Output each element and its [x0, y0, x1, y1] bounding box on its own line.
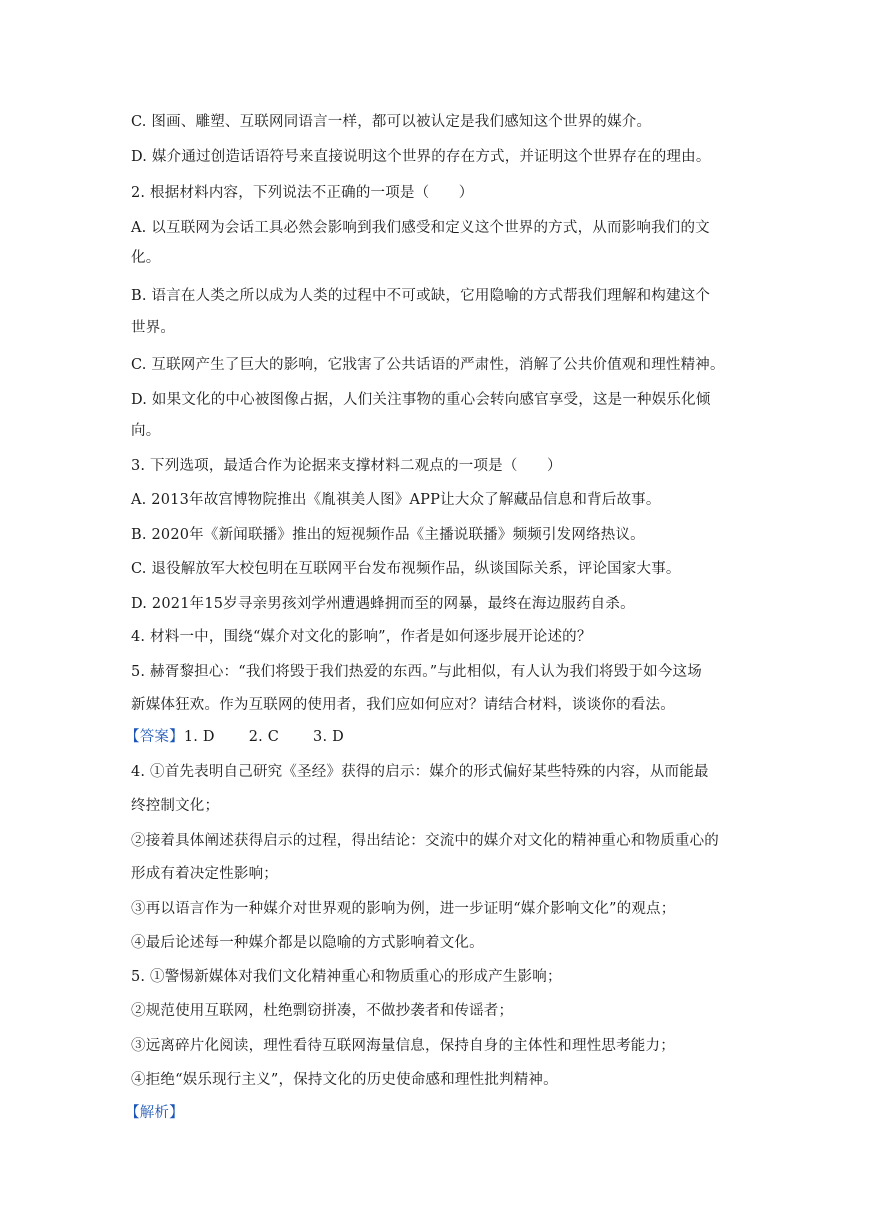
answer-summary [125, 727, 735, 747]
question-5-line2: 新媒体狂欢。作为互联网的使用者，我们应如何应对？请结合材料，谈谈你的看法。 [131, 697, 675, 713]
option-c-q3: C. 退役解放军大校包明在互联网平台发布视频作品，纵谈国际关系，评论国家大事。 [131, 561, 681, 577]
option-d-q2-line2: 向。 [131, 423, 161, 439]
option-a-q3: A. 2013年故宫博物院推出《胤祺美人图》APP让大众了解藏品信息和背后故事。 [131, 492, 661, 508]
answer-5-line1: 5. ①警惕新媒体对我们文化精神重心和物质重心的形成产生影响； [131, 969, 562, 985]
option-b-q3: B. 2020年《新闻联播》推出的短视频作品《主播说联播》频频引发网络热议。 [131, 527, 645, 543]
option-d-q1: D. 媒介通过创造话语符号来直接说明这个世界的存在方式，并证明这个世界存在的理由。 [131, 149, 711, 165]
answer-4-line3: ②接着具体阐述获得启示的过程，得出结论：交流中的媒介对文化的精神重心和物质重心的 [131, 833, 719, 849]
option-a-q2-line2: 化。 [131, 250, 161, 266]
answer-item-3: 3. D [313, 729, 344, 745]
option-d-q2-line1: D. 如果文化的中心被图像占据，人们关注事物的重心会转向感官享受，这是一种娱乐化倾 [131, 392, 711, 408]
option-b-q2-line2: 世界。 [131, 320, 176, 336]
answer-4-line6: ④最后论述每一种媒介都是以隐喻的方式影响着文化。 [131, 935, 484, 951]
answer-5-line3: ③远离碎片化阅读，理性看待互联网海量信息，保持自身的主体性和理性思考能力； [131, 1038, 675, 1054]
answer-label: 【答案】 [125, 729, 184, 745]
answer-item-1: 1. D [183, 729, 215, 745]
option-d-q3: D. 2021年15岁寻亲男孩刘学州遭遇蜂拥而至的网暴，最终在海边服药自杀。 [131, 596, 635, 612]
question-2: 2. 根据材料内容，下列说法不正确的一项是（ ） [131, 185, 474, 201]
answer-5-line2: ②规范使用互联网，杜绝剽窃拼凑，不做抄袭者和传谣者； [131, 1003, 514, 1019]
option-c-q2: C. 互联网产生了巨大的影响，它戕害了公共话语的严肃性，消解了公共价值观和理性精神。 [131, 357, 725, 373]
question-3: 3. 下列选项，最适合作为论据来支撑材料二观点的一项是（ ） [131, 458, 562, 474]
answer-4-line2: 终控制文化； [131, 798, 220, 814]
question-4: 4. 材料一中，围绕“媒介对文化的影响”，作者是如何逐步展开论述的？ [131, 629, 592, 645]
option-b-q2-line1: B. 语言在人类之所以成为人类的过程中不可或缺，它用隐喻的方式帮我们理解和构建这个 [131, 288, 711, 304]
answer-4-line5: ③再以语言作为一种媒介对世界观的影响为例，进一步证明“媒介影响文化”的观点； [131, 901, 676, 917]
answer-5-line4: ④拒绝“娱乐现行主义”，保持文化的历史使命感和理性批判精神。 [131, 1072, 558, 1088]
answer-4-line4: 形成有着决定性影响； [131, 866, 278, 882]
answer-4-line1: 4. ①首先表明自己研究《圣经》获得的启示：媒介的形式偏好某些特殊的内容，从而能最 [131, 764, 709, 780]
option-a-q2-line1: A. 以互联网为会话工具必然会影响到我们感受和定义这个世界的方式，从而影响我们的文 [131, 220, 710, 236]
question-5-line1: 5. 赫胥黎担心：“我们将毁于我们热爱的东西。”与此相似，有人认为我们将毁于如今这场 [131, 664, 702, 680]
option-c-q1: C. 图画、雕塑、互联网同语言一样，都可以被认定是我们感知这个世界的媒介。 [131, 114, 652, 130]
analysis-label: 【解析】 [125, 1105, 184, 1121]
answer-item-2: 2. C [248, 729, 280, 745]
